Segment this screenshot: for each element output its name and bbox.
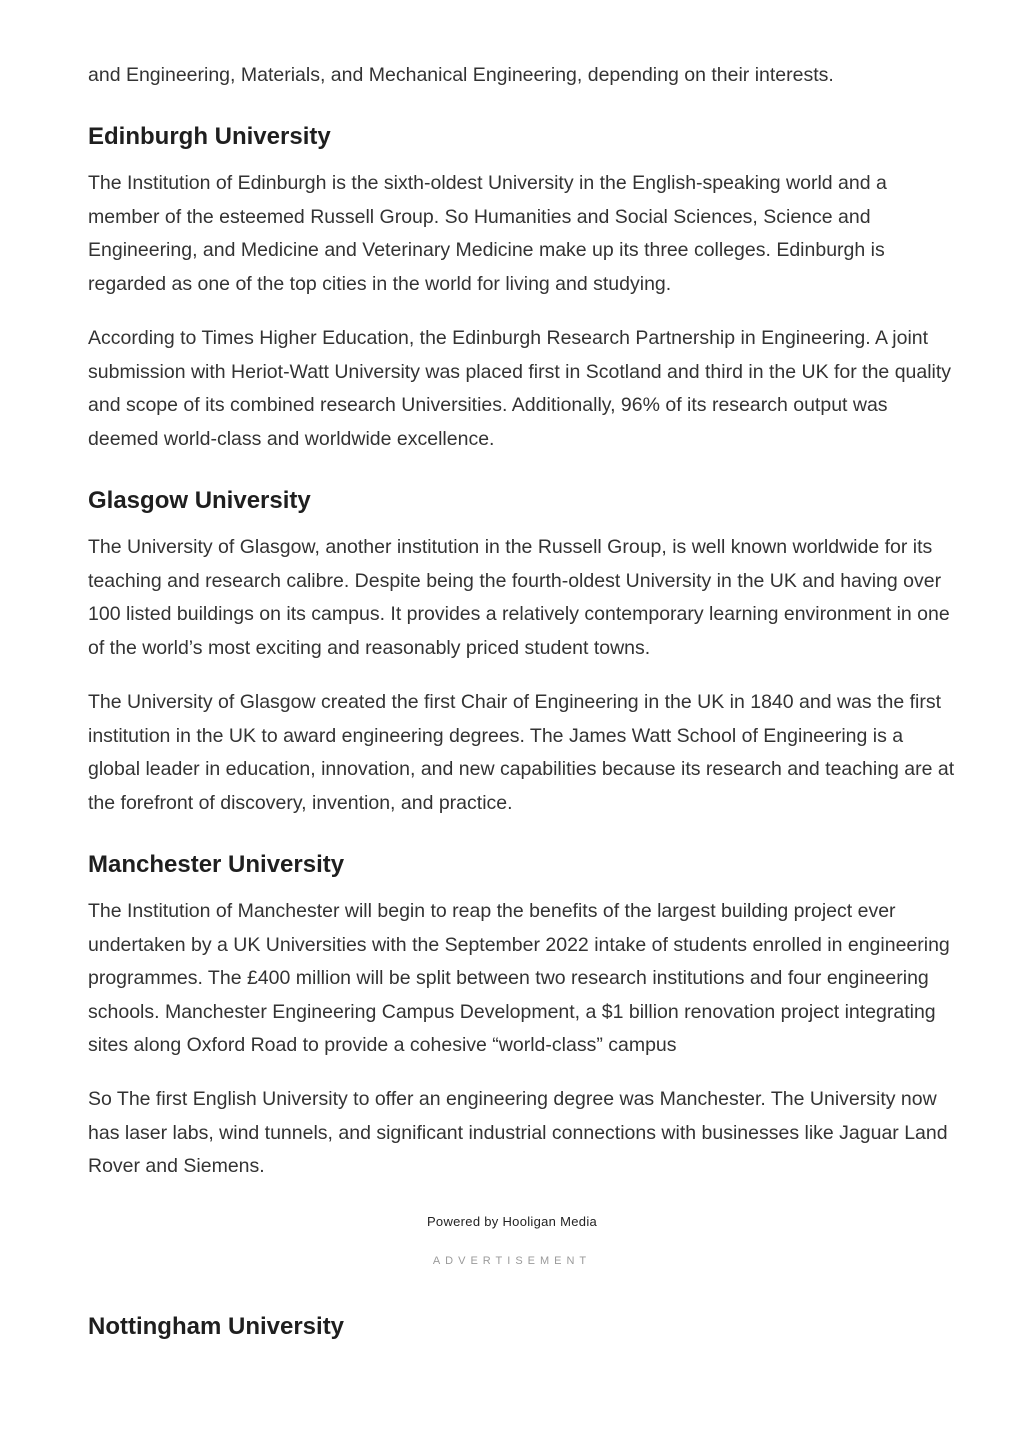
manchester-paragraph-2: So The first English University to offer an engineering degree was Manchester. The University now has laser labs, wind tunnels, and significant industrial connections with businesses like Jaguar Land Rover and Siemens. <box>88 1088 948 1178</box>
edinburgh-paragraph-1: The Institution of Edinburgh is the sixth-oldest University in the English-speaking world and a member of the esteemed Russell Group. So Humanities and Social Sciences, Science and Engineering, and Medicine and Veterinary Medicine make up its three colleges. Edinburgh is regarded as one of the top cities in the world for living and studying. <box>88 172 887 295</box>
intro-tail-paragraph: and Engineering, Materials, and Mechanical Engineering, depending on their interests. <box>88 64 834 86</box>
advertisement-block <box>0 1214 1024 1267</box>
advertisement-label: ADVERTISEMENT <box>432 1255 592 1267</box>
section-heading-nottingham: Nottingham University <box>88 1313 345 1340</box>
edinburgh-paragraph-2: According to Times Higher Education, the Edinburgh Research Partnership in Engineering. A joint submission with Heriot-Watt University was placed first in Scotland and third in the UK for the quality and scope of its combined research Universities. Additionally, 96% of its research output was deemed world-class and worldwide excellence. <box>88 327 952 450</box>
section-heading-manchester: Manchester University <box>88 851 345 878</box>
manchester-paragraph-1: The Institution of Manchester will begin to reap the benefits of the largest building project ever undertaken by a UK Universities with the September 2022 intake of students enrolled in engineering programmes. The £400 million will be split between two research institutions and four engineering schools. Manchester Engineering Campus Development, a $1 billion renovation project integrating sites along Oxford Road to provide a cohesive “world-class” campus <box>88 900 950 1057</box>
glasgow-paragraph-2: The University of Glasgow created the first Chair of Engineering in the UK in 1840 and was the first institution in the UK to award engineering degrees. The James Watt School of Engineering is a global leader in education, innovation, and new capabilities because its research and teaching are at the forefront of discovery, invention, and practice. <box>88 691 955 814</box>
powered-by-label: Powered by Hooligan Media <box>426 1214 598 1229</box>
glasgow-paragraph-1: The University of Glasgow, another institution in the Russell Group, is well known worldwide for its teaching and research calibre. Despite being the fourth-oldest University in the UK and having over 100 listed buildings on its campus. It provides a relatively contemporary learning environment in one of the world’s most exciting and reasonably priced student towns. <box>88 536 950 659</box>
section-heading-edinburgh: Edinburgh University <box>88 123 331 150</box>
section-heading-glasgow: Glasgow University <box>88 487 311 514</box>
